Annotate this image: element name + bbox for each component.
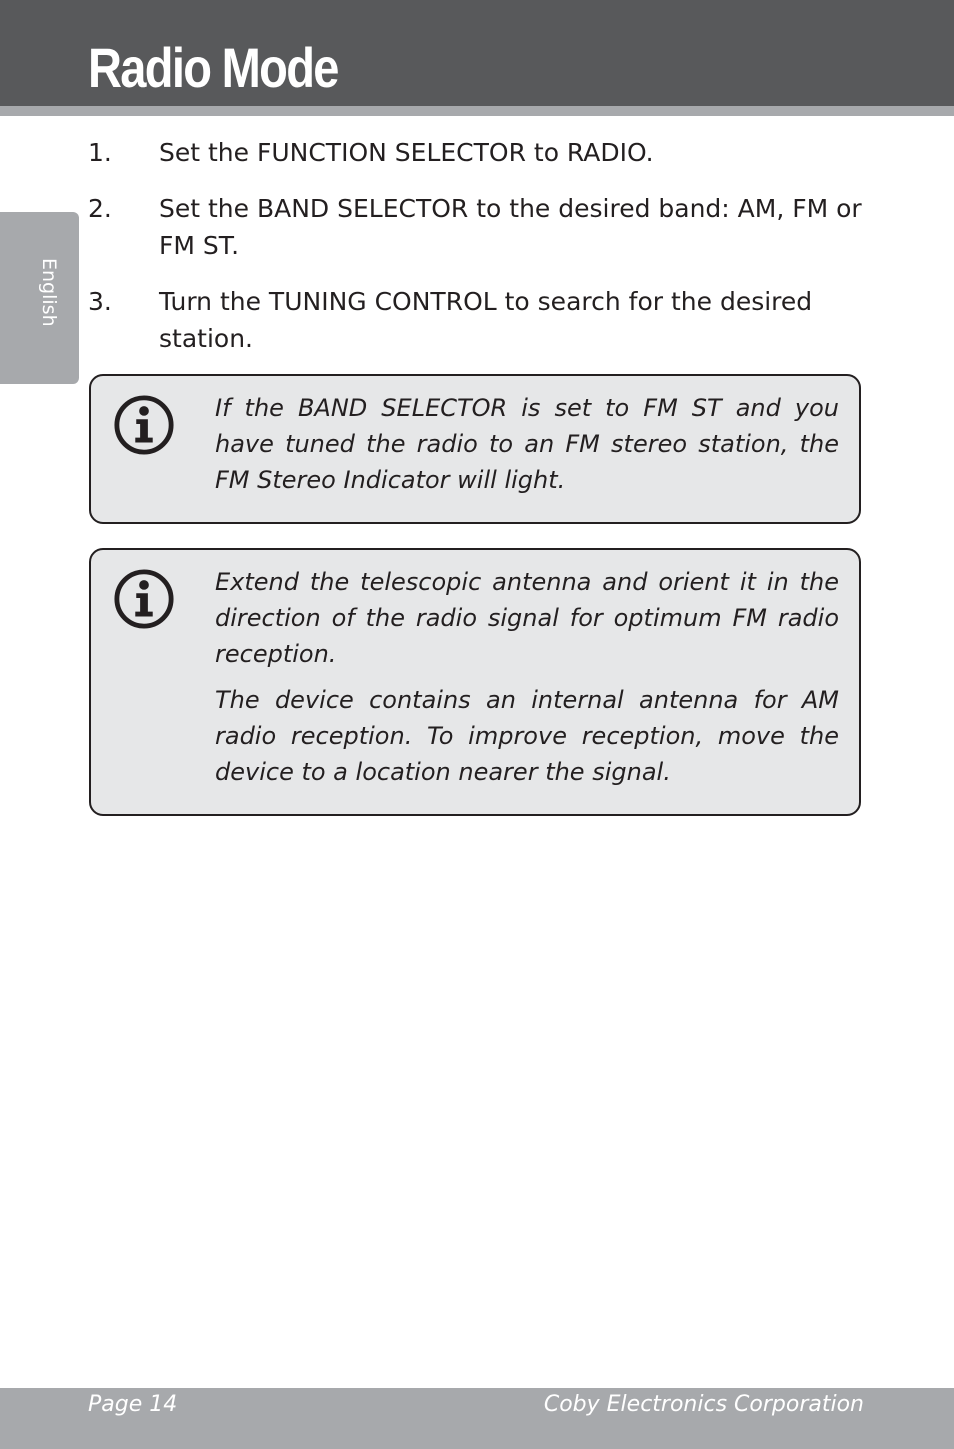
step-number: 3. [88,287,112,316]
page-title: Radio Mode [88,36,338,99]
language-tab-label: English [38,258,60,327]
step-item [88,190,868,264]
note-body [215,564,839,800]
step-item [88,283,868,357]
step-text: Set the FUNCTION SELECTOR to RADIO. [159,138,654,167]
note-text: Extend the telescopic antenna and orient it in the direction of the radio signal for optimum FM radio reception. [215,568,839,668]
step-number: 2. [88,194,112,223]
info-note-antenna [89,548,861,816]
info-note-stereo [89,374,861,524]
info-icon [113,568,175,630]
note-body [215,390,839,508]
step-text: Turn the TUNING CONTROL to search for the desired station. [159,287,813,353]
company-name: Coby Electronics Corporation [543,1392,864,1417]
note-text: If the BAND SELECTOR is set to FM ST and you have tuned the radio to an FM stereo station, the FM Stereo Indicator will light. [215,394,839,494]
page-number: Page 14 [88,1392,178,1417]
step-text: Set the BAND SELECTOR to the desired band: AM, FM or FM ST. [159,194,862,260]
header-stripe [0,106,954,116]
info-icon [113,394,175,456]
note-text: The device contains an internal antenna for AM radio reception. To improve reception, move the device to a location nearer the signal. [215,686,839,786]
instruction-steps [88,134,868,376]
step-number: 1. [88,138,112,167]
step-item [88,134,868,171]
